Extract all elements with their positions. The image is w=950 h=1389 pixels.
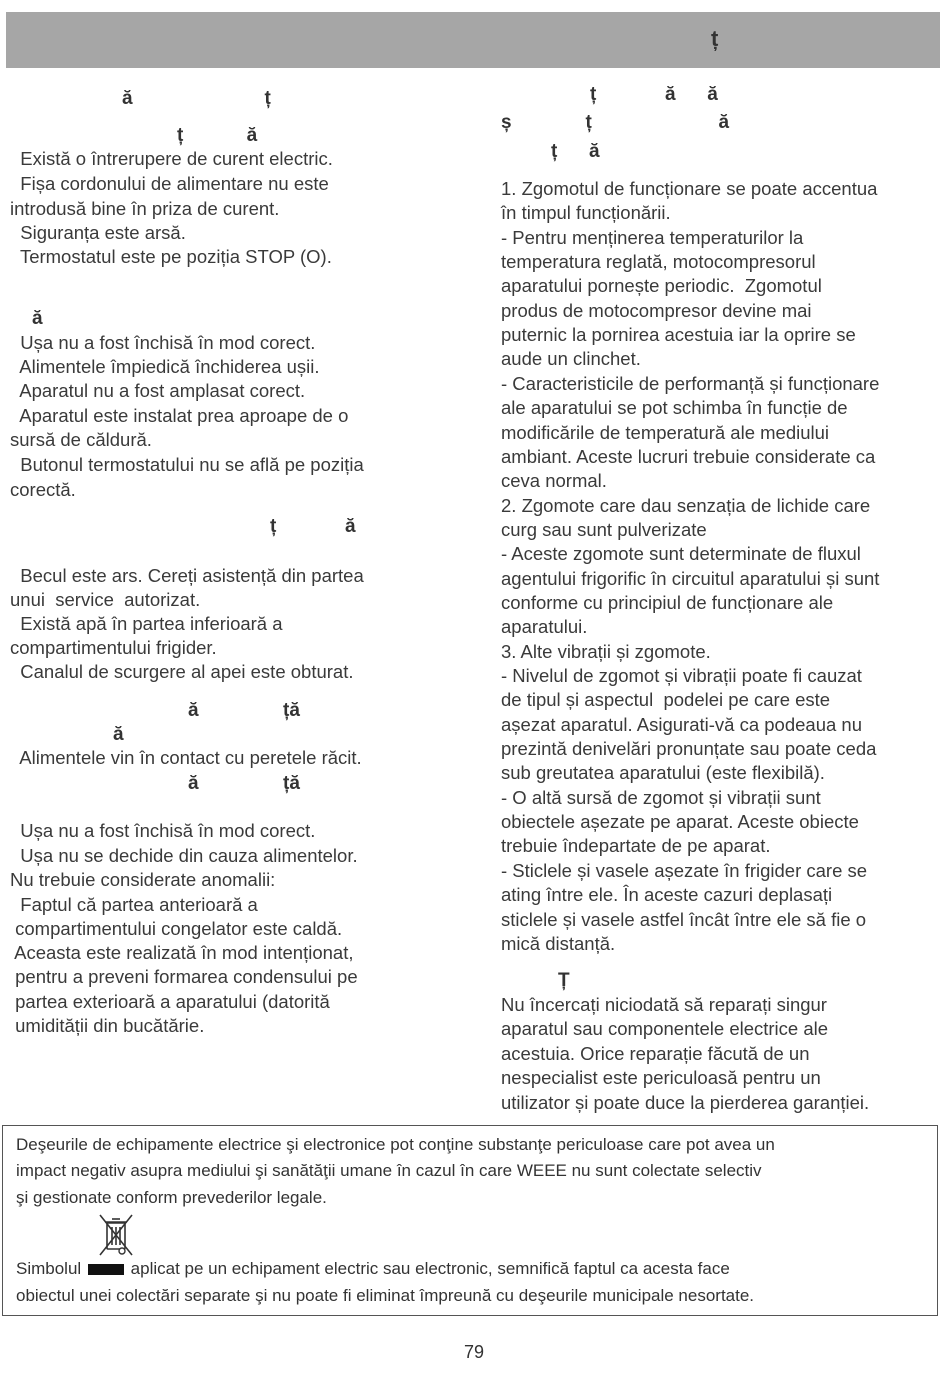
- left-heading-3: ț ă: [270, 516, 356, 537]
- left-heading-1b: ț ă: [177, 125, 258, 146]
- left-s5-line: pentru a preveni formarea condensului pe: [10, 966, 358, 987]
- right-body-line: - O altă sursă de zgomot și vibrații sunt: [501, 786, 821, 808]
- weee-symbol-word: Simbolul: [16, 1259, 82, 1278]
- left-s2-line: Aparatul este instalat prea aproape de o: [10, 405, 349, 426]
- right-body-line: aude un clinchet.: [501, 348, 641, 370]
- header-title: ț: [711, 26, 719, 51]
- left-heading-2: ă: [32, 308, 43, 329]
- right-body-line: de tipul și aspectul podelei pe care este: [501, 689, 831, 711]
- right-body-line: 1. Zgomotul de funcționare se poate accentua: [501, 178, 878, 199]
- weee-line-4: [16, 1256, 730, 1283]
- right-warning-line: acestuia. Orice reparație făcută de un: [501, 1042, 810, 1064]
- left-s5-line: Ușa nu se dechide din cauza alimentelor.: [10, 845, 358, 866]
- right-body-line: sub greutatea aparatului (este flexibilă).: [501, 762, 825, 784]
- left-s5-line: Nu trebuie considerate anomalii:: [10, 869, 276, 890]
- crossed-out-bin-icon: [98, 1213, 134, 1257]
- left-s3-line: Canalul de scurgere al apei este obturat.: [10, 661, 354, 682]
- left-s1-line: Fișa cordonului de alimentare nu este: [10, 173, 329, 194]
- left-s2-line: Ușa nu a fost închisă în mod corect.: [10, 332, 316, 353]
- right-body-line: modificările de temperatură ale mediului: [501, 421, 830, 443]
- right-body-line: aparatului.: [501, 616, 588, 638]
- right-warning-line: nespecialist este periculoasă pentru un: [501, 1067, 821, 1089]
- right-body-line: conforme cu principiul de funcționare ale: [501, 591, 834, 613]
- left-s3-line: unui service autorizat.: [10, 589, 201, 610]
- left-s5-line: umidității din bucătărie.: [10, 1015, 205, 1036]
- right-heading-1c: ț ă: [551, 141, 600, 162]
- left-heading-4a: ă ță: [188, 700, 300, 721]
- right-body-line: în timpul funcționării.: [501, 202, 671, 224]
- left-s3-line: compartimentului frigider.: [10, 637, 217, 658]
- left-s1-line: Există o întrerupere de curent electric.: [10, 148, 333, 169]
- right-body-line: aparatului pornește periodic. Zgomotul: [501, 275, 822, 297]
- left-s2-line: corectă.: [10, 479, 76, 500]
- right-body-line: - Caracteristicile de performanță și funcționare: [501, 372, 880, 394]
- weee-line-4-rest: aplicat pe un echipament electric sau electronic, semnifică faptul ca acesta face: [130, 1259, 730, 1278]
- left-s1-line: Termostatul este pe poziția STOP (O).: [10, 246, 332, 267]
- header-bar: [6, 12, 940, 68]
- left-s5-line: partea exterioară a aparatului (datorită: [10, 991, 330, 1012]
- right-body-line: obiectele așezate pe aparat. Aceste obiecte: [501, 811, 859, 833]
- left-s1-line: Siguranța este arsă.: [10, 222, 186, 243]
- left-s3-line: Becul este ars. Cereți asistență din partea: [10, 565, 364, 586]
- left-s5-line: compartimentului congelator este caldă.: [10, 918, 343, 939]
- weee-line-3: şi gestionate conform prevederilor legale.: [16, 1188, 327, 1207]
- right-body-line: așezat aparatul. Asigurati-vă ca podeaua nu: [501, 713, 862, 735]
- right-body-line: - Sticlele și vasele așezate în frigider care se: [501, 859, 868, 881]
- left-heading-1: ă ț: [122, 88, 271, 109]
- right-body-line: sticlele și vasele astfel încât între ele să fie o: [501, 908, 867, 930]
- left-heading-4b: ă: [113, 724, 124, 745]
- weee-line-2: impact negativ asupra mediului şi sanătăţii umane în cazul în care WEEE nu sunt colectate selectiv: [16, 1161, 762, 1180]
- right-body-line: ceva normal.: [501, 470, 607, 492]
- right-body-line: ating între ele. În aceste cazuri deplasați: [501, 884, 833, 906]
- right-body-line: trebuie îndepartate de pe aparat.: [501, 835, 771, 857]
- right-body-line: agentului frigorific în circuitul aparatului și sunt: [501, 567, 880, 589]
- right-body-line: mică distanță.: [501, 932, 616, 954]
- right-warning-line: utilizator și poate duce la pierderea garanției.: [501, 1091, 870, 1113]
- right-body-line: - Pentru menținerea temperaturilor la: [501, 226, 804, 248]
- left-s2-line: Aparatul nu a fost amplasat corect.: [10, 380, 306, 401]
- right-body-line: prezintă denivelări pronunțate sau poate ceda: [501, 738, 877, 760]
- weee-notice-box: [2, 1125, 938, 1316]
- right-body-line: 2. Zgomote care dau senzația de lichide care: [501, 494, 871, 516]
- right-body-line: - Aceste zgomote sunt determinate de fluxul: [501, 543, 861, 565]
- left-s2-line: Butonul termostatului nu se află pe poziția: [10, 454, 364, 475]
- weee-bar-symbol: [88, 1264, 124, 1275]
- weee-line-1: Deşeurile de echipamente electrice şi electronice pot conţine substanţe periculoase care pot avea un: [16, 1135, 775, 1154]
- right-heading-1a: ț ă ă: [590, 84, 718, 105]
- right-heading-1b: ș ț ă: [501, 112, 730, 133]
- right-heading-2: Ț: [558, 970, 570, 991]
- right-body-line: 3. Alte vibrații și zgomote.: [501, 640, 711, 662]
- right-warning-line: aparatul sau componentele electrice ale: [501, 1018, 829, 1040]
- weee-line-5: obiectul unei colectări separate şi nu poate fi eliminat împreună cu deşeurile municipale nesortate.: [16, 1286, 755, 1305]
- right-body-line: temperatura reglată, motocompresorul: [501, 251, 816, 273]
- left-s5-line: Ușa nu a fost închisă în mod corect.: [10, 820, 316, 841]
- left-s2-line: sursă de căldură.: [10, 429, 152, 450]
- right-body-line: - Nivelul de zgomot și vibrații poate fi cauzat: [501, 665, 862, 686]
- left-s5-line: Aceasta este realizată în mod intenționat,: [10, 942, 354, 963]
- left-s4-line: Alimentele vin în contact cu peretele răcit.: [10, 747, 362, 768]
- left-heading-5: ă ță: [188, 773, 300, 794]
- right-body-line: curg sau sunt pulverizate: [501, 518, 707, 540]
- right-body-line: ale aparatului se pot schimba în funcție de: [501, 397, 848, 419]
- left-s3-line: Există apă în partea inferioară a: [10, 613, 283, 634]
- right-body-line: puternic la pornirea acestuia iar la oprire se: [501, 324, 856, 346]
- right-body-line: ambiant. Aceste lucruri trebuie considerate ca: [501, 445, 876, 467]
- left-s5-line: Faptul că partea anterioară a: [10, 894, 258, 915]
- page-number: 79: [464, 1342, 485, 1362]
- right-warning-line: Nu încercați niciodată să reparați singur: [501, 994, 827, 1015]
- left-s1-line: introdusă bine în priza de curent.: [10, 198, 280, 219]
- right-body-line: produs de motocompresor devine mai: [501, 299, 812, 321]
- left-s2-line: Alimentele împiedică închiderea ușii.: [10, 356, 320, 377]
